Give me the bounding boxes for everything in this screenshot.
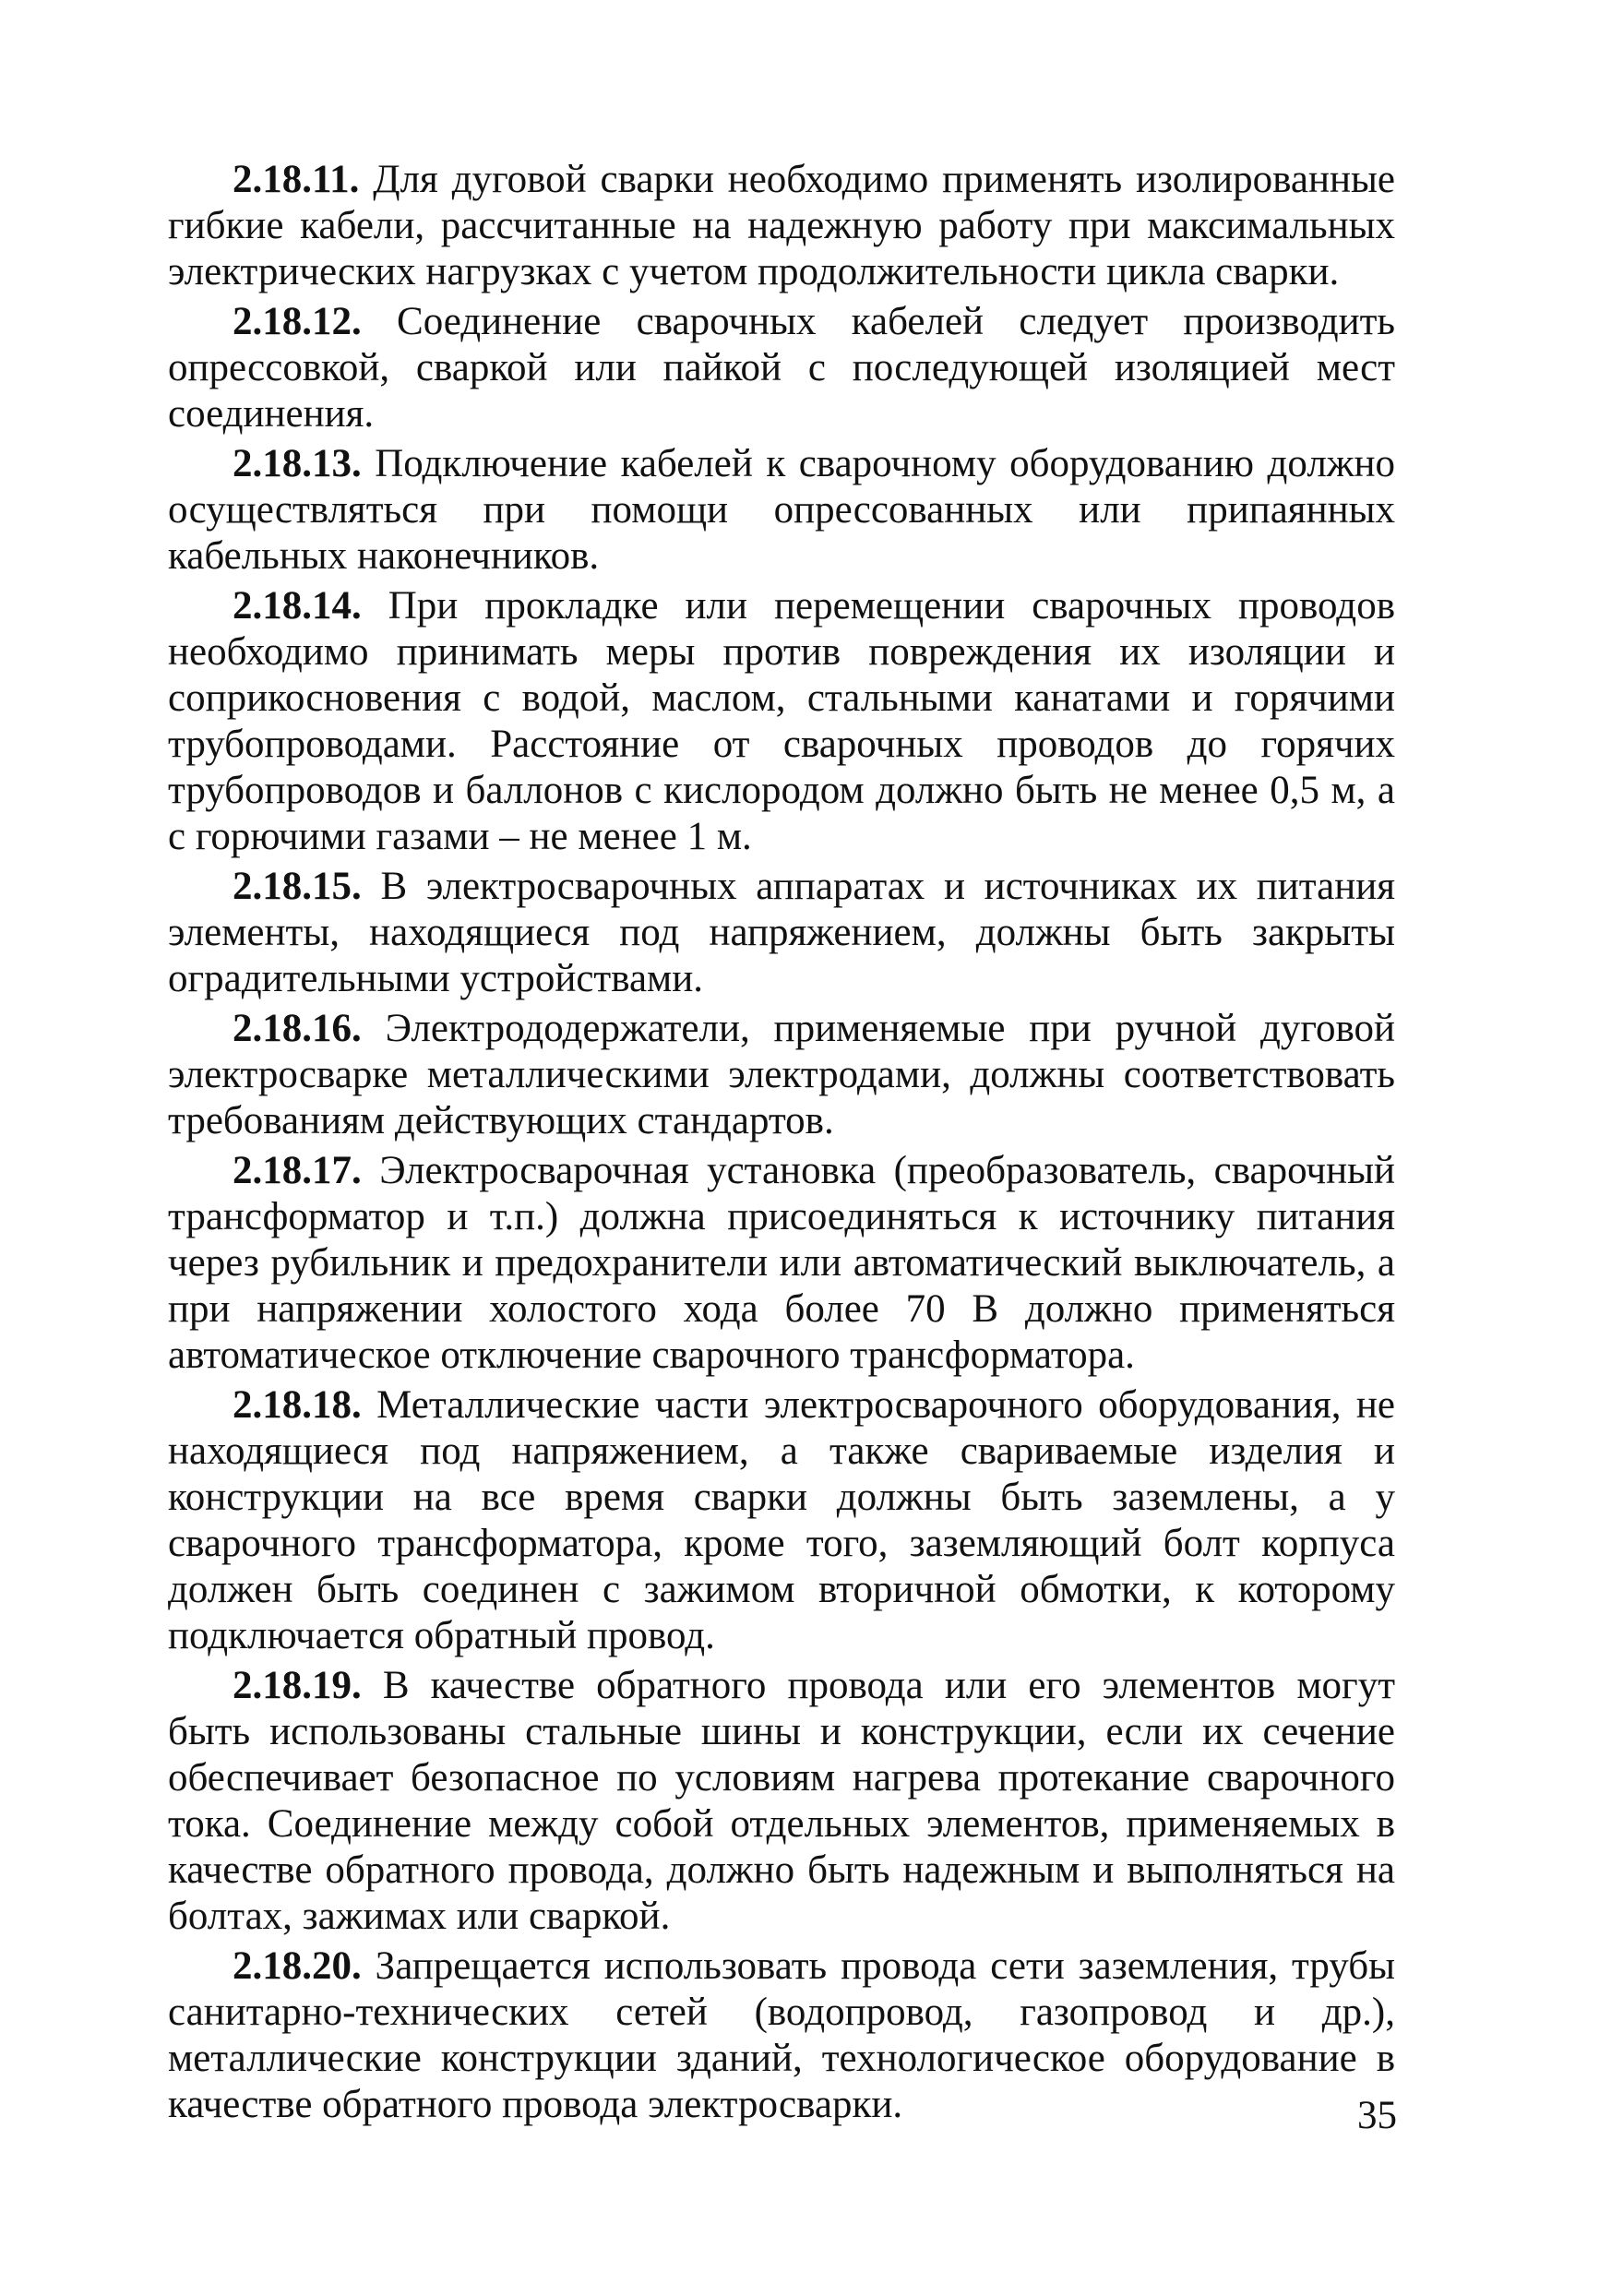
paragraph-2-18-15: [168, 864, 1395, 1002]
paragraph-2-18-11: [168, 157, 1395, 295]
paragraph-number: 2.18.11.: [233, 158, 360, 201]
paragraph-number: 2.18.16.: [233, 1007, 362, 1050]
paragraph-number: 2.18.18.: [233, 1383, 362, 1427]
paragraph-2-18-14: [168, 583, 1395, 860]
paragraph-text: В электросварочных аппаратах и источниках их питания элементы, находящиеся под напряжением, должны быть закрыты оградительными устройствами.: [168, 865, 1395, 1000]
paragraph-text: Запрещается использовать провода сети заземления, трубы санитарно-технических сетей (водопровод, газопровод и др.), металлические конструкции зданий, технологическое оборудование в качестве обратного провода электросварки.: [168, 1944, 1395, 2126]
page-number: 35: [1357, 2094, 1397, 2137]
paragraph-text: Электрододержатели, применяемые при ручной дуговой электросварке металлическими электродами, должны соответствовать требованиям действующих стандартов.: [168, 1007, 1395, 1142]
paragraph-2-18-13: [168, 441, 1395, 580]
paragraph-number: 2.18.14.: [233, 584, 362, 628]
paragraph-2-18-20: [168, 1943, 1395, 2128]
paragraph-2-18-18: [168, 1382, 1395, 1659]
paragraph-2-18-12: [168, 299, 1395, 437]
paragraph-number: 2.18.20.: [233, 1944, 362, 1988]
body-text: [168, 157, 1395, 2132]
paragraph-text: Соединение сварочных кабелей следует производить опрессовкой, сваркой или пайкой с последующей изоляцией мест соединения.: [168, 300, 1395, 436]
paragraph-number: 2.18.12.: [233, 300, 362, 343]
paragraph-text: Для дуговой сварки необходимо применять изолированные гибкие кабели, рассчитанные на надежную работу при максимальных электрических нагрузках с учетом продолжительности цикла сварки.: [168, 158, 1395, 293]
paragraph-2-18-16: [168, 1006, 1395, 1144]
paragraph-text: Металлические части электросварочного оборудования, не находящиеся под напряжением, а также свариваемые изделия и конструкции на все время сварки должны быть заземлены, а у сварочного трансформатора, кроме того, заземляющий болт корпуса должен быть соединен с зажимом вторичной обмотки, к которому подключается обратный провод.: [168, 1383, 1395, 1657]
paragraph-number: 2.18.13.: [233, 442, 362, 485]
paragraph-text: Подключение кабелей к сварочному оборудованию должно осуществляться при помощи опрессованных или припаянных кабельных наконечников.: [168, 442, 1395, 578]
paragraph-number: 2.18.17.: [233, 1149, 362, 1192]
paragraph-text: В качестве обратного провода или его элементов могут быть использованы стальные шины и конструкции, если их сечение обеспечивает безопасное по условиям нагрева протекание сварочного тока. Соединение между собой отдельных элементов, применяемых в качестве обратного провода, должно быть надежным и выполняться на болтах, зажимах или сваркой.: [168, 1664, 1395, 1938]
paragraph-number: 2.18.15.: [233, 865, 362, 908]
paragraph-2-18-17: [168, 1148, 1395, 1379]
paragraph-number: 2.18.19.: [233, 1664, 362, 1707]
paragraph-text: Электросварочная установка (преобразователь, сварочный трансформатор и т.п.) должна присоединяться к источнику питания через рубильник и предохранители или автоматический выключатель, а при напряжении холостого хода более 70 В должно применяться автоматическое отключение сварочного трансформатора.: [168, 1149, 1395, 1377]
paragraph-text: При прокладке или перемещении сварочных проводов необходимо принимать меры против повреждения их изоляции и соприкосновения с водой, маслом, стальными канатами и горячими трубопроводами. Расстояние от сварочных проводов до горячих трубопроводов и баллонов с кислородом должно быть не менее 0,5 м, а с горючими газами – не менее 1 м.: [168, 584, 1395, 858]
paragraph-2-18-19: [168, 1663, 1395, 1940]
